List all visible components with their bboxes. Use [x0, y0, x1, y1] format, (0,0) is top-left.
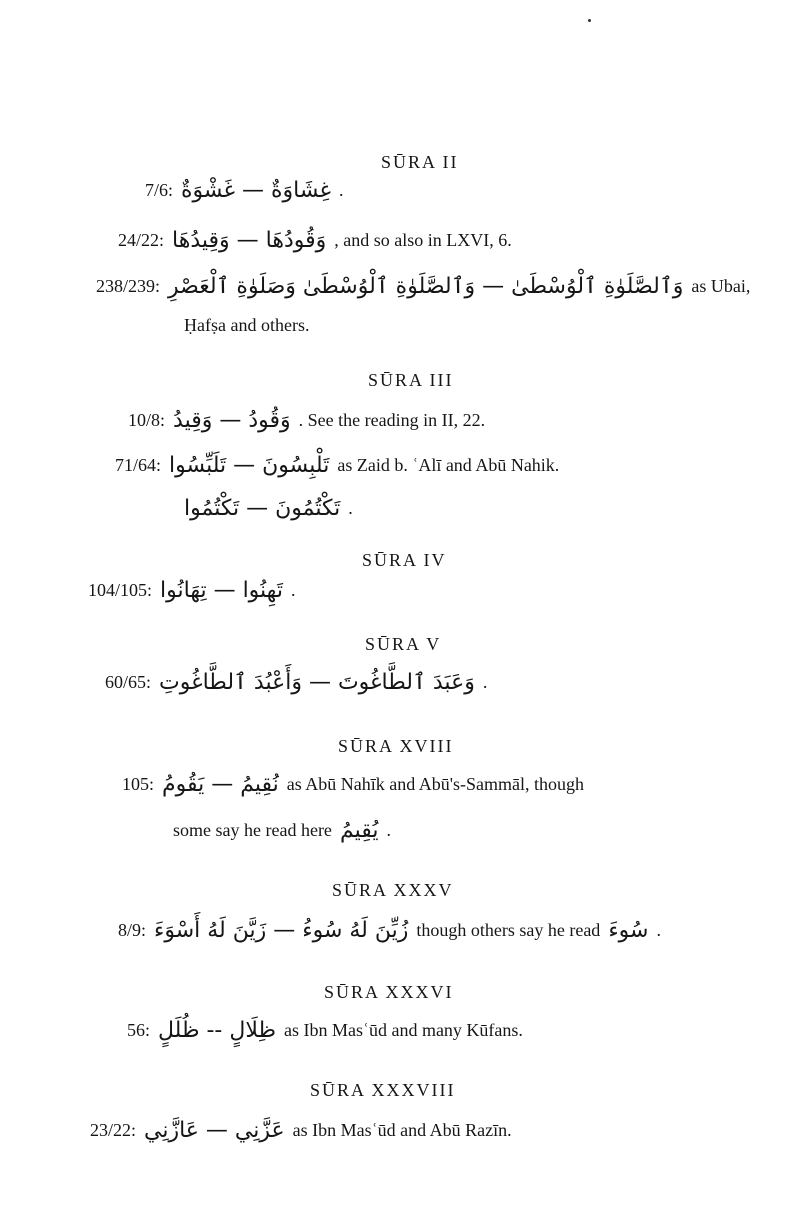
- sura-heading: SŪRA IV: [362, 550, 447, 570]
- entry-note: as Ubai,: [691, 276, 751, 296]
- sura-heading: SŪRA XVIII: [338, 736, 454, 756]
- arabic-reading: تَهِنُوا — تِهَانُوا: [160, 578, 283, 603]
- arabic-reading: وَٱلصَّلَوٰةِ ٱلْوُسْطَىٰ — وَٱلصَّلَوٰةِ ٱلْوُسْطَىٰ وَصَلَوٰةِ ٱلْعَصْرِ: [168, 274, 684, 299]
- sura-heading: SŪRA V: [365, 634, 442, 654]
- verse-ref: 105:: [122, 774, 155, 794]
- entry-note: as Ibn Masʿūd and many Kūfans.: [283, 1020, 523, 1040]
- verse-ref: 238/239:: [96, 276, 161, 296]
- verse-ref: 7/6:: [145, 180, 174, 200]
- entry-line: [118, 918, 661, 943]
- entry-continuation: Ḥafṣa and others.: [184, 315, 310, 335]
- arabic-reading: وَقُودُ — وَقِيدُ: [173, 408, 291, 433]
- verse-ref: 8/9:: [118, 920, 147, 940]
- arabic-reading: ظِلَالٍ -- ظُلَلٍ: [158, 1018, 276, 1043]
- arabic-reading: يُقِيمُ: [339, 818, 379, 843]
- entry-line: [105, 670, 487, 695]
- entry-line: [118, 228, 512, 253]
- sura-heading: SŪRA XXXVIII: [310, 1080, 456, 1100]
- sura-heading: SŪRA II: [381, 152, 459, 172]
- entry-note: .: [339, 180, 344, 200]
- entry-line: [88, 578, 295, 603]
- speck-mark: [588, 19, 591, 22]
- arabic-reading: سُوءَ: [608, 918, 649, 943]
- verse-ref: 60/65:: [105, 672, 152, 692]
- entry-line: [127, 1018, 523, 1043]
- entry-continuation-line: [173, 818, 391, 843]
- verse-ref: 10/8:: [128, 410, 166, 430]
- verse-ref: 23/22:: [90, 1120, 137, 1140]
- entry-note: .: [656, 920, 661, 940]
- entry-line: [96, 274, 750, 299]
- arabic-reading: وَعَبَدَ ٱلطَّاغُوتَ — وَأَعْبُدَ ٱلطَّاغُوتِ: [159, 670, 475, 695]
- arabic-reading: غِشَاوَةٌ — غَشْوَةٌ: [181, 178, 332, 203]
- sura-heading: SŪRA III: [368, 370, 454, 390]
- arabic-reading: عَزَّنِي — عَازَّنِي: [144, 1118, 285, 1143]
- entry-note: .: [386, 820, 391, 840]
- entry-continuation-line: [184, 496, 353, 521]
- entry-line: [145, 178, 344, 203]
- arabic-reading: نُقِيمُ — يَقُومُ: [162, 772, 279, 797]
- arabic-reading: تَلْبِسُونَ — تَلَبِّسُوا: [169, 453, 330, 478]
- entry-note: .: [290, 580, 296, 600]
- arabic-reading: وَقُودُهَا — وَقِيدُهَا: [172, 228, 327, 253]
- entry-line: [115, 453, 559, 478]
- verse-ref: 56:: [127, 1020, 151, 1040]
- entry-line: [128, 408, 485, 433]
- entry-line: [90, 1118, 512, 1143]
- entry-note: as Abū Nahīk and Abū's-Sammāl, though: [286, 774, 585, 794]
- entry-line: [122, 772, 584, 797]
- entry-note: as Zaid b. ʿAlī and Abū Nahik.: [337, 455, 560, 475]
- entry-note: . See the reading in II, 22.: [298, 410, 486, 430]
- arabic-reading: تَكْتُمُونَ — تَكْتُمُوا: [184, 496, 341, 521]
- entry-note: some say he read here: [173, 820, 332, 840]
- verse-ref: 24/22:: [118, 230, 165, 250]
- entry-note: .: [348, 498, 353, 518]
- arabic-reading: زُيِّنَ لَهُ سُوءُ — زَيَّنَ لَهُ أَسْوَءَ: [154, 918, 409, 943]
- verse-ref: 104/105:: [88, 580, 153, 600]
- entry-note: , and so also in LXVI, 6.: [334, 230, 512, 250]
- sura-heading: SŪRA XXXV: [332, 880, 454, 900]
- entry-note: .: [482, 672, 488, 692]
- sura-heading: SŪRA XXXVI: [324, 982, 454, 1002]
- entry-note: though others say he read: [416, 920, 601, 940]
- verse-ref: 71/64:: [115, 455, 162, 475]
- entry-note: as Ibn Masʿūd and Abū Razīn.: [292, 1120, 512, 1140]
